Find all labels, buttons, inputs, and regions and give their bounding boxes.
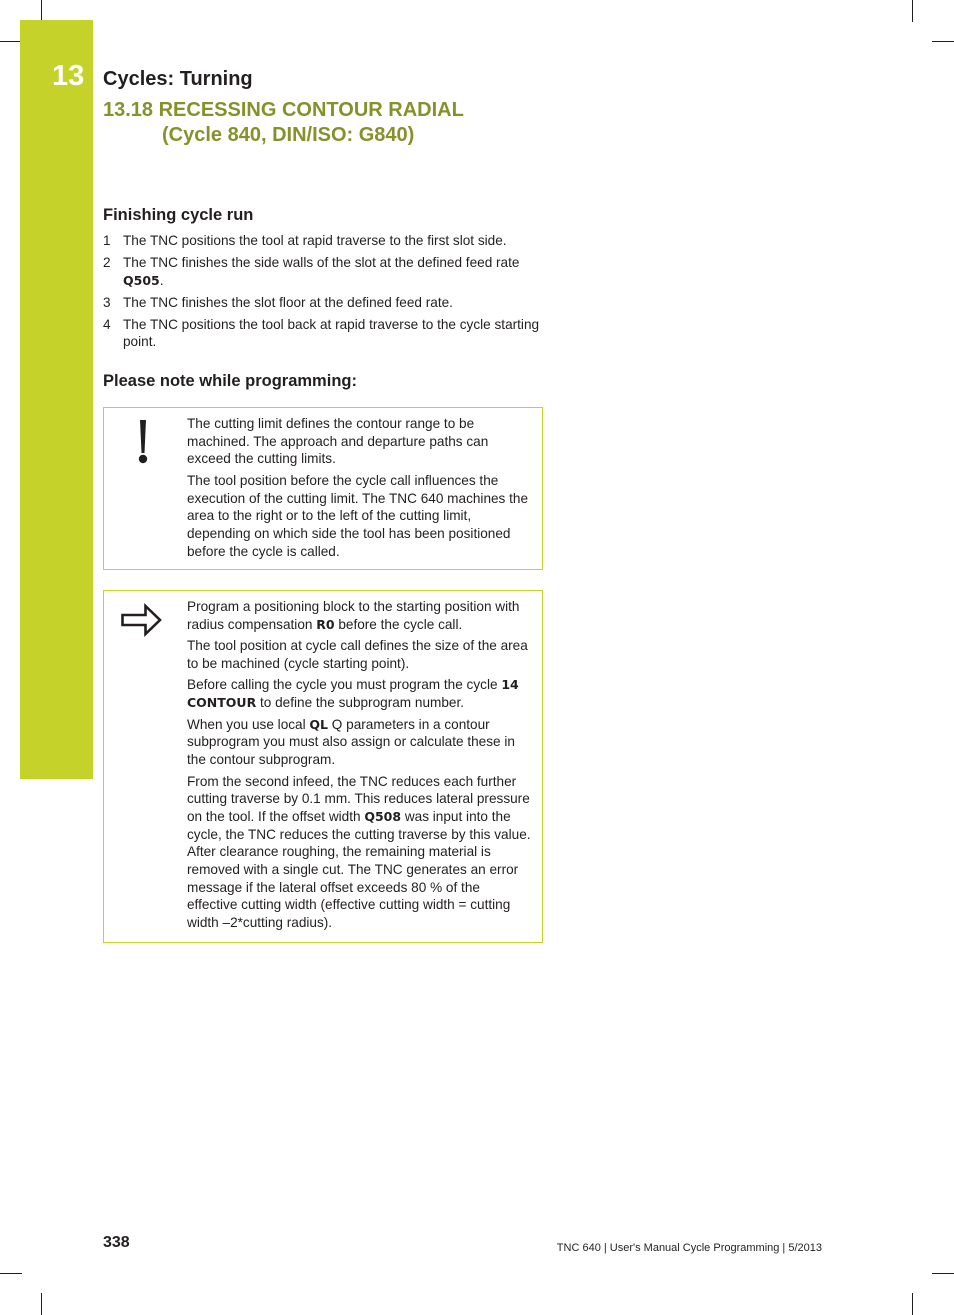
info-paragraph: The tool position at cycle call defines the size of the area to be machined (cycle starting point). [187, 638, 528, 671]
section-title-line1: 13.18 RECESSING CONTOUR RADIAL [103, 99, 464, 121]
crop-mark [912, 1293, 913, 1315]
crop-mark [932, 41, 954, 42]
crop-mark [41, 1293, 42, 1315]
info-text-span: When you use local [187, 716, 310, 732]
warning-text [186, 408, 542, 569]
parameter-code: QL [309, 716, 329, 732]
crop-mark [0, 1273, 22, 1274]
finishing-steps [103, 232, 543, 355]
section-title [103, 98, 464, 148]
info-text-span: Before calling the cycle you must program the cycle [187, 677, 502, 693]
info-box [103, 590, 543, 943]
list-item [103, 232, 543, 250]
list-item [103, 254, 543, 289]
chapter-number: 13 [52, 60, 85, 92]
warning-paragraph: The tool position before the cycle call influences the execution of the cutting limit. The TNC 640 machines the area to the right or to the left of the cutting limit, depending on which side the tool has been positioned before the cycle is called. [187, 472, 529, 559]
info-paragraph [187, 676, 534, 711]
notes-heading: Please note while programming: [103, 372, 357, 390]
chapter-title: Cycles: Turning [103, 68, 253, 90]
crop-mark [0, 41, 22, 42]
info-icon-column [104, 591, 187, 942]
parameter-code: 14 CONTOUR [187, 677, 519, 711]
step-number: 2 [103, 255, 111, 270]
divider [289, 569, 543, 570]
step-number: 3 [103, 294, 111, 310]
info-text-span: From the second infeed, the TNC reduces each further cutting traverse by 0.1 mm. This reduces lateral pressure on the tool. If the offset width [187, 773, 530, 824]
parameter-code: Q508 [364, 808, 402, 824]
step-text: The TNC positions the tool back at rapid traverse to the cycle starting point. [123, 316, 540, 349]
crop-mark [41, 0, 42, 22]
step-text: . [159, 272, 164, 288]
crop-mark [912, 0, 913, 22]
footer-text: TNC 640 | User's Manual Cycle Programming | 5/2013 [556, 1242, 822, 1254]
step-text: The TNC finishes the side walls of the slot at the defined feed rate [123, 255, 520, 270]
warning-icon-column [104, 408, 187, 569]
chapter-tab [20, 20, 93, 779]
divider [289, 942, 543, 943]
page-number: 338 [103, 1234, 130, 1251]
info-text-span: was input into the cycle, the TNC reduces the cutting traverse by this value. After clearance roughing, the remaining material is removed with a single cut. The TNC generates an error message if the lateral offset exceeds 80 % of the effective cutting width (effective cutting width = cutting width –2*cutting radius). [187, 808, 531, 931]
info-paragraph [187, 773, 534, 932]
section-title-line2: (Cycle 840, DIN/ISO: G840) [162, 124, 415, 146]
step-text: The TNC finishes the slot floor at the defined feed rate. [123, 294, 453, 310]
parameter-code: R0 [316, 616, 335, 632]
info-text-span: before the cycle call. [334, 616, 463, 632]
finishing-heading: Finishing cycle run [103, 206, 254, 224]
step-number: 1 [103, 233, 111, 248]
step-number: 4 [103, 316, 111, 332]
info-paragraph [187, 598, 534, 633]
warning-box [103, 407, 543, 570]
exclamation-icon [104, 408, 186, 478]
info-text-span: Q parameters in a contour subprogram you must also assign or calculate these in the contour subprogram. [187, 716, 515, 768]
warning-paragraph: The cutting limit defines the contour range to be machined. The approach and departure paths can exceed the cutting limits. [187, 416, 489, 467]
parameter-code: Q505 [123, 272, 160, 288]
crop-mark [932, 1273, 954, 1274]
info-paragraph [187, 716, 534, 769]
list-item [103, 316, 543, 351]
info-text-span: to define the subprogram number. [256, 695, 465, 711]
step-text: The TNC positions the tool at rapid traverse to the first slot side. [123, 233, 507, 248]
arrow-right-icon [104, 591, 186, 651]
info-text [186, 591, 542, 941]
info-text-span: Program a positioning block to the starting position with radius compensation [187, 599, 520, 632]
list-item [103, 294, 543, 312]
